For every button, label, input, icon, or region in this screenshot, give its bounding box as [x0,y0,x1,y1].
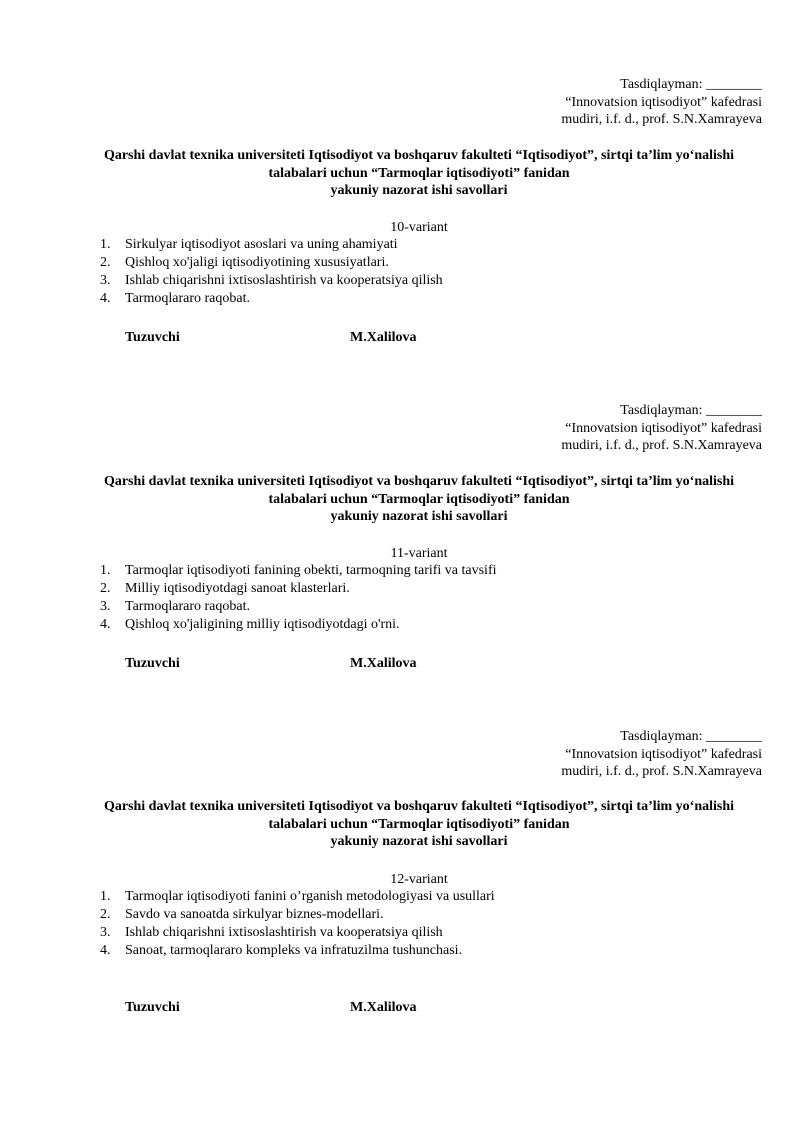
question-number: 2. [100,907,111,922]
signature-role: Tuzuvchi [125,330,180,345]
question-item [100,290,443,308]
question-item [100,272,443,290]
signature-name: M.Xalilova [350,656,417,671]
variant-title: 11-variant [390,546,448,561]
question-text: Ishlab chiqarishni ixtisoslashtirish va kooperatsiya qilish [125,925,443,940]
question-item [100,942,495,960]
heading-line-1: Qarshi davlat texnika universiteti Iqtisodiyot va boshqaruv fakulteti “Iqtisodiyot”, sirtqi ta’lim yo‘nalishi [103,474,735,489]
variant-title: 10-variant [390,220,448,235]
approval-line-3: mudiri, i.f. d., prof. S.N.Xamrayeva [561,438,762,453]
heading-line-3: yakuniy nazorat ishi savollari [330,183,508,198]
signature-name: M.Xalilova [350,1000,417,1015]
heading-line-1: Qarshi davlat texnika universiteti Iqtisodiyot va boshqaruv fakulteti “Iqtisodiyot”, sirtqi ta’lim yo‘nalishi [103,148,735,163]
document-heading [0,473,800,526]
question-text: Ishlab chiqarishni ixtisoslashtirish va kooperatsiya qilish [125,273,443,288]
question-number: 3. [100,273,111,288]
question-number: 1. [100,237,111,252]
question-text: Qishloq xo'jaligining milliy iqtisodiyotdagi o'rni. [125,617,400,632]
heading-line-2: talabalari uchun “Tarmoqlar iqtisodiyoti” fanidan [268,165,570,181]
question-text: Savdo va sanoatda sirkulyar biznes-modellari. [125,907,384,922]
heading-line-2: talabalari uchun “Tarmoqlar iqtisodiyoti” fanidan [268,491,570,507]
signature-role: Tuzuvchi [125,656,180,671]
document-heading [0,798,800,851]
question-text: Tarmoqlararo raqobat. [125,291,250,306]
heading-line-2: talabalari uchun “Tarmoqlar iqtisodiyoti” fanidan [268,816,570,832]
question-number: 4. [100,617,111,632]
approval-line-3: mudiri, i.f. d., prof. S.N.Xamrayeva [561,112,762,127]
heading-line-1: Qarshi davlat texnika universiteti Iqtisodiyot va boshqaruv fakulteti “Iqtisodiyot”, sirtqi ta’lim yo‘nalishi [103,799,735,814]
approval-stamp [561,402,762,455]
question-number: 4. [100,291,111,306]
question-number: 3. [100,599,111,614]
heading-line-3: yakuniy nazorat ishi savollari [330,834,508,849]
question-list [100,236,443,308]
approval-stamp [561,728,762,781]
question-text: Milliy iqtisodiyotdagi sanoat klasterlari. [125,581,350,596]
question-text: Sirkulyar iqtisodiyot asoslari va uning ahamiyati [125,237,398,252]
question-number: 2. [100,581,111,596]
question-item [100,236,443,254]
question-item [100,616,497,634]
approval-line-2: “Innovatsion iqtisodiyot” kafedrasi [565,94,762,110]
question-number: 2. [100,255,111,270]
question-item [100,254,443,272]
question-item [100,562,497,580]
question-list [100,888,495,960]
question-text: Qishloq xo'jaligi iqtisodiyotining xususiyatlari. [125,255,389,270]
question-item [100,580,497,598]
question-list [100,562,497,634]
signature-name: M.Xalilova [350,330,417,345]
approval-stamp [561,76,762,129]
approval-line-3: mudiri, i.f. d., prof. S.N.Xamrayeva [561,764,762,779]
question-number: 1. [100,563,111,578]
document-heading [0,147,800,200]
question-item [100,924,495,942]
question-text: Tarmoqlar iqtisodiyoti fanining obekti, tarmoqning tarifi va tavsifi [125,563,497,578]
signature-role: Tuzuvchi [125,1000,180,1015]
approval-line-1: Tasdiqlayman: ________ [620,729,762,744]
approval-line-2: “Innovatsion iqtisodiyot” kafedrasi [565,746,762,762]
question-text: Sanoat, tarmoqlararo kompleks va infratuzilma tushunchasi. [125,943,463,958]
question-text: Tarmoqlararo raqobat. [125,599,250,614]
question-text: Tarmoqlar iqtisodiyoti fanini o’rganish metodologiyasi va usullari [125,889,495,904]
question-item [100,906,495,924]
variant-title: 12-variant [390,872,448,887]
question-number: 3. [100,925,111,940]
heading-line-3: yakuniy nazorat ishi savollari [330,509,508,524]
question-number: 4. [100,943,111,958]
approval-line-2: “Innovatsion iqtisodiyot” kafedrasi [565,420,762,436]
approval-line-1: Tasdiqlayman: ________ [620,403,762,418]
approval-line-1: Tasdiqlayman: ________ [620,77,762,92]
question-number: 1. [100,889,111,904]
question-item [100,598,497,616]
question-item [100,888,495,906]
